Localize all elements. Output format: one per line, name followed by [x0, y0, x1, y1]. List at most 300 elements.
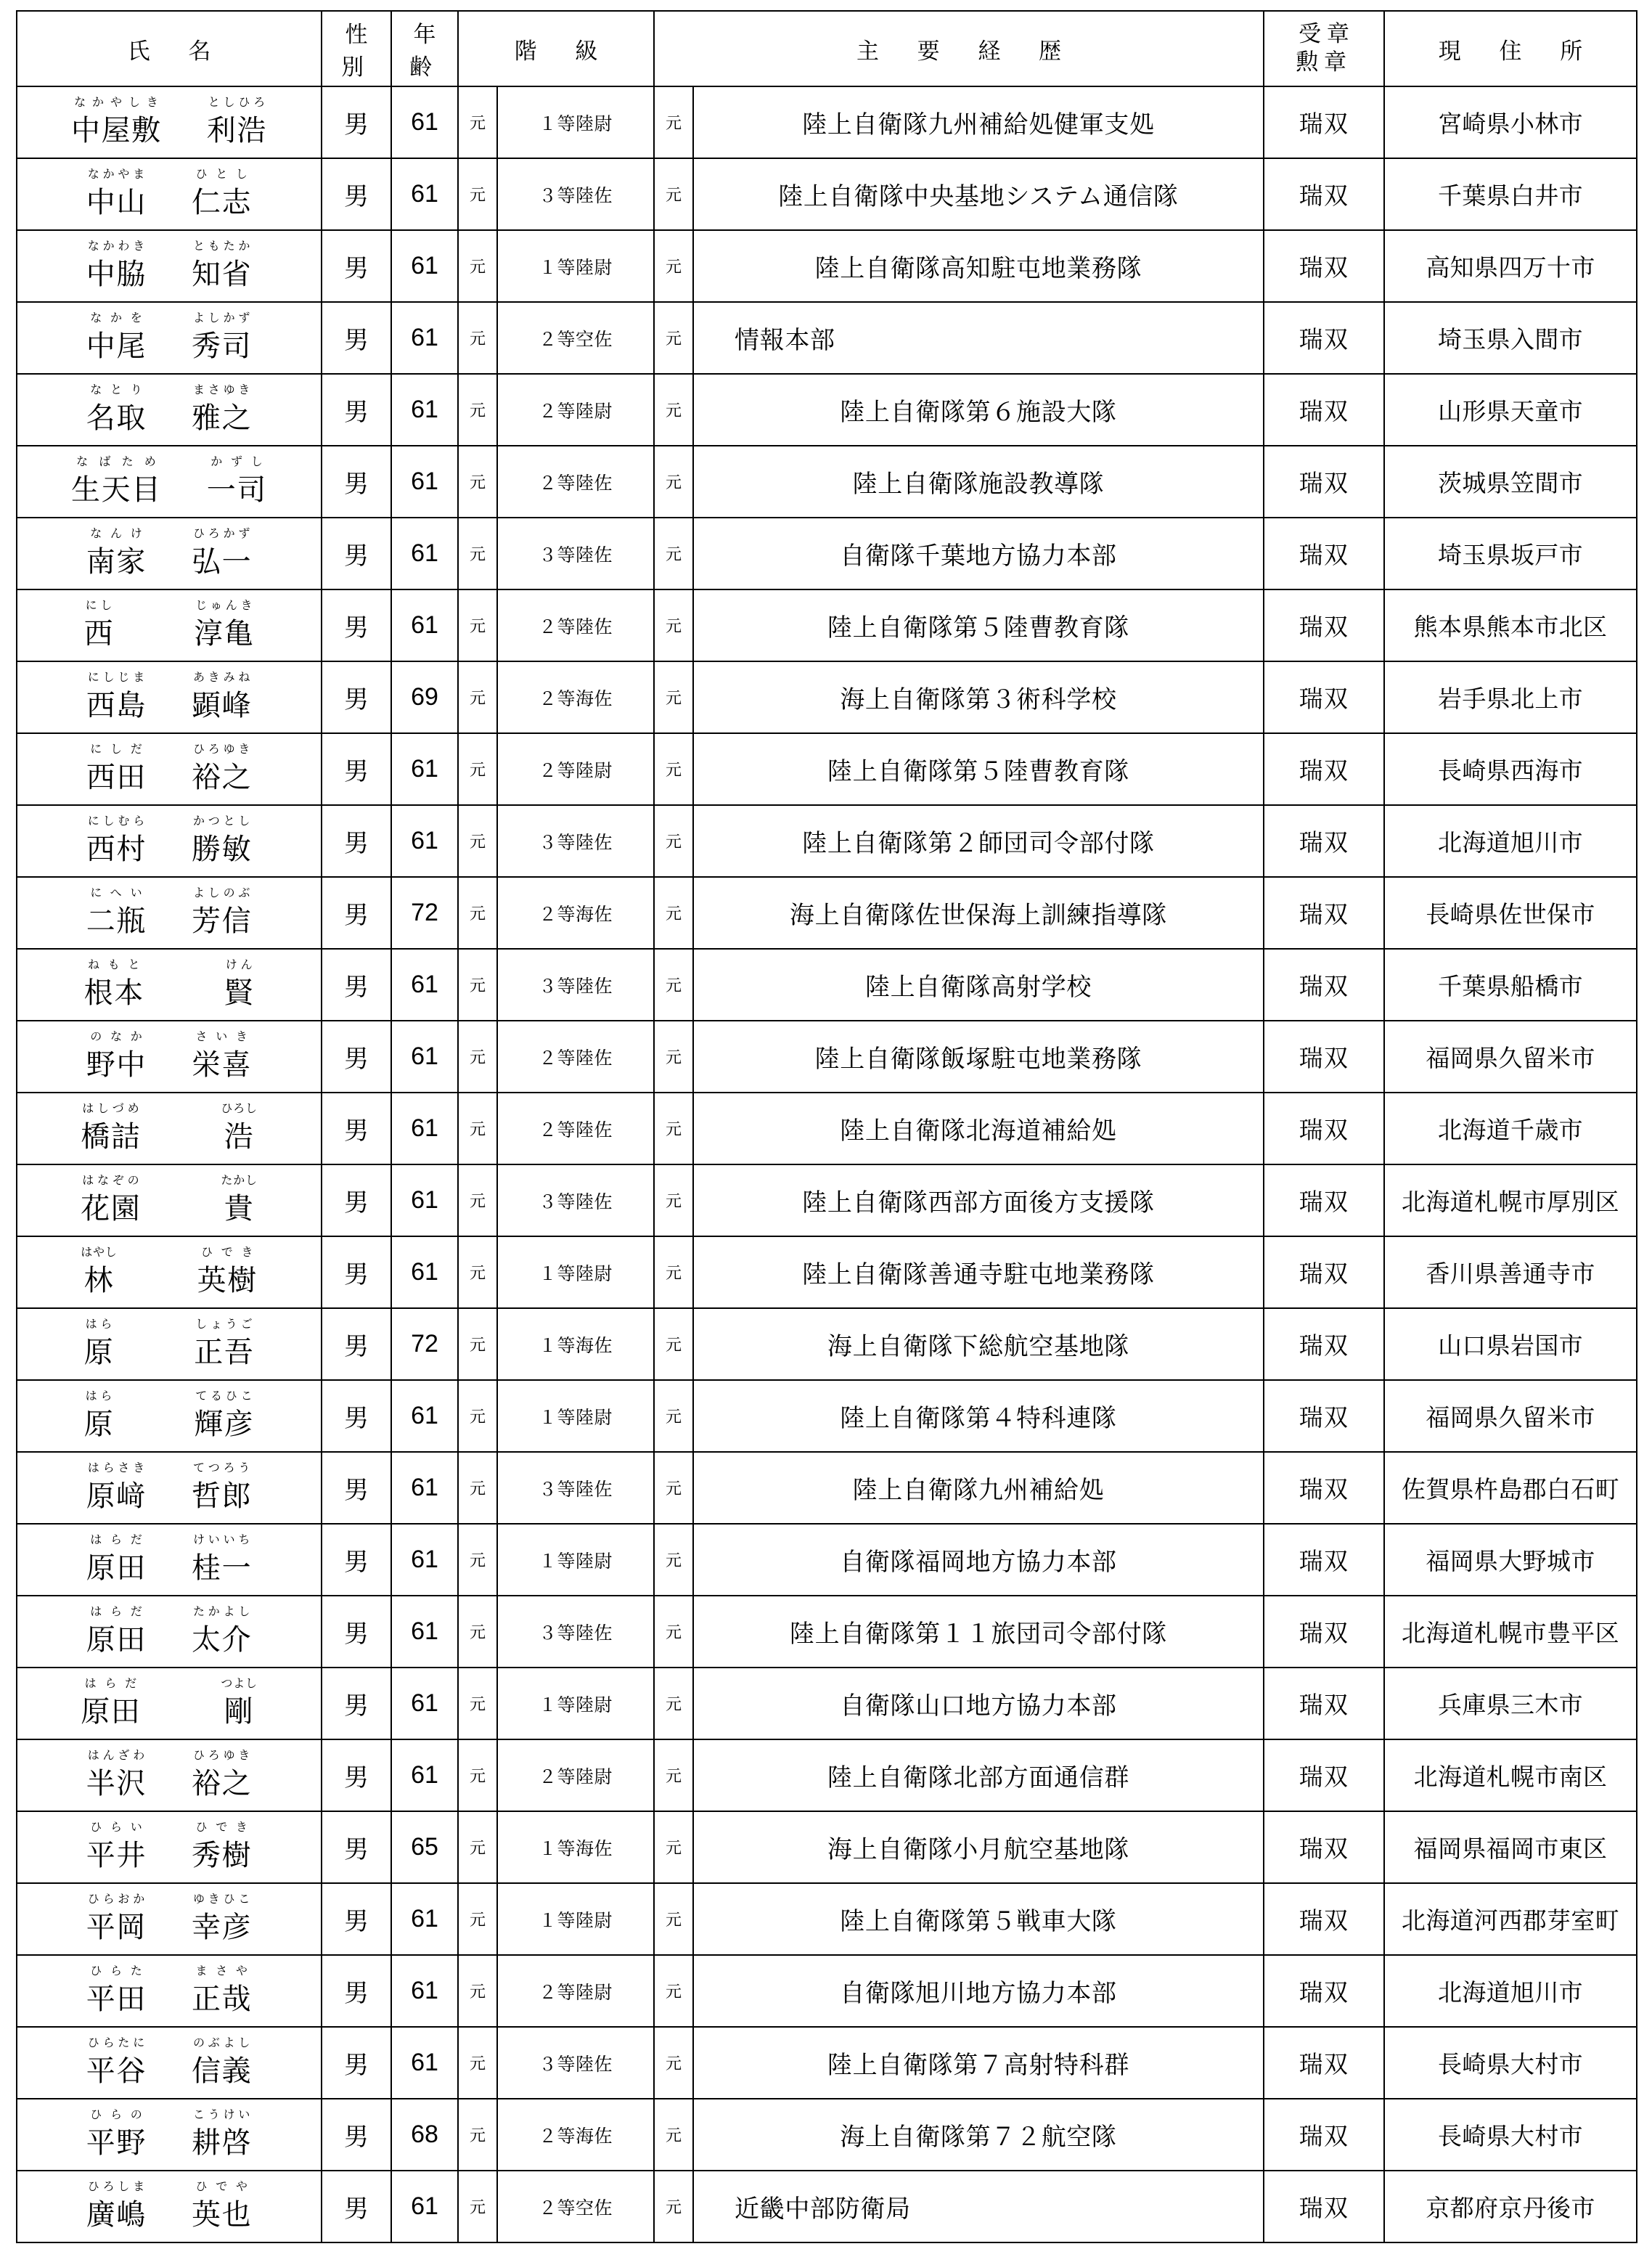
- career-text: 陸上自衛隊第５陸曹教育隊: [827, 614, 1130, 642]
- rank-former-mark: 元: [459, 2171, 498, 2242]
- name-kanji: 裕之: [192, 1767, 253, 1800]
- cell-rank: [458, 733, 654, 805]
- cell-rank: [458, 374, 654, 446]
- rank-former-mark: 元: [459, 1596, 498, 1667]
- table-row: [17, 1093, 1637, 1164]
- cell-career: [654, 1236, 1264, 1308]
- cell-sex: 男: [322, 1883, 391, 1955]
- table-row: [17, 1524, 1637, 1596]
- rank-text: ２等空佐: [538, 2197, 613, 2219]
- name-ruby: ひらた: [86, 1964, 147, 1978]
- cell-career: [654, 1093, 1264, 1164]
- name-kanji: 太介: [192, 1623, 253, 1656]
- cell-name: [17, 374, 322, 446]
- table-row: [17, 158, 1637, 230]
- cell-career: [654, 661, 1264, 733]
- cell-age: 61: [391, 230, 458, 302]
- rank-former-mark: 元: [459, 734, 498, 804]
- career-text: 自衛隊旭川地方協力本部: [840, 1980, 1117, 2007]
- career-text: 陸上自衛隊中央基地システム通信隊: [778, 183, 1179, 211]
- rank-former-mark: 元: [459, 446, 498, 517]
- name-segment: [194, 1318, 254, 1371]
- cell-rank: [458, 1739, 654, 1811]
- rank-former-mark: 元: [459, 1165, 498, 1236]
- rank-former-mark: 元: [459, 1453, 498, 1523]
- career-former-mark: 元: [655, 950, 694, 1020]
- name-segment: [86, 1821, 147, 1874]
- cell-medal: 瑞双: [1264, 1955, 1384, 2027]
- name-kanji: 原: [83, 1408, 115, 1440]
- name-segment: [86, 1965, 147, 2017]
- name-segment: [192, 528, 252, 580]
- career-former-mark: 元: [655, 1237, 694, 1307]
- name-ruby: ひろし: [221, 1102, 258, 1115]
- name-ruby: ともたか: [192, 240, 253, 253]
- table-row: [17, 302, 1637, 374]
- cell-age: 61: [391, 949, 458, 1021]
- cell-medal: 瑞双: [1264, 1380, 1384, 1452]
- name-ruby: はらだ: [81, 1677, 142, 1690]
- cell-name: [17, 1093, 322, 1164]
- career-text: 陸上自衛隊第１１旅団司令部付隊: [789, 1620, 1168, 1648]
- cell-age: 61: [391, 1668, 458, 1739]
- career-text: 陸上自衛隊善通寺駐屯地業務隊: [802, 1261, 1155, 1289]
- cell-sex: 男: [322, 949, 391, 1021]
- rank-text: １等陸尉: [538, 257, 613, 278]
- cell-sex: 男: [322, 589, 391, 661]
- name-ruby: にし: [83, 599, 115, 612]
- cell-rank: [458, 1021, 654, 1093]
- career-text: 陸上自衛隊九州補給処: [852, 1477, 1105, 1504]
- cell-age: 61: [391, 1093, 458, 1164]
- rank-former-mark: 元: [459, 1309, 498, 1379]
- cell-career: [654, 1164, 1264, 1236]
- name-kanji: 秀司: [192, 330, 253, 362]
- cell-career: [654, 230, 1264, 302]
- cell-medal: 瑞双: [1264, 86, 1384, 158]
- cell-rank: [458, 805, 654, 877]
- cell-address: 千葉県船橋市: [1384, 949, 1637, 1021]
- name-segment: [224, 959, 255, 1011]
- rank-text: ２等陸尉: [538, 1982, 613, 2003]
- name-kanji: 半沢: [86, 1767, 147, 1800]
- cell-address: 長崎県大村市: [1384, 2027, 1637, 2099]
- career-former-mark: 元: [655, 1596, 694, 1667]
- name-segment: [81, 1678, 141, 1730]
- cell-name: [17, 805, 322, 877]
- cell-rank: [458, 2099, 654, 2171]
- rank-text: ２等空佐: [538, 329, 613, 350]
- cell-career: [654, 877, 1264, 949]
- cell-career: [654, 446, 1264, 518]
- cell-name: [17, 446, 322, 518]
- cell-career: [654, 374, 1264, 446]
- table-row: [17, 1164, 1637, 1236]
- name-segment: [192, 2037, 252, 2089]
- name-segment: [71, 456, 162, 508]
- cell-career: [654, 733, 1264, 805]
- cell-career: [654, 1811, 1264, 1883]
- cell-rank: [458, 1380, 654, 1452]
- name-kanji: 根本: [83, 976, 144, 1009]
- cell-age: 61: [391, 1021, 458, 1093]
- table-row: [17, 1739, 1637, 1811]
- career-text: 海上自衛隊小月航空基地隊: [827, 1836, 1130, 1864]
- name-kanji: 中脇: [86, 258, 147, 290]
- table-row: [17, 1380, 1637, 1452]
- name-ruby: はらだ: [86, 1605, 147, 1618]
- career-text: 陸上自衛隊第７高射特科群: [827, 2052, 1130, 2079]
- table-row: [17, 518, 1637, 589]
- cell-career: [654, 302, 1264, 374]
- name-segment: [86, 887, 147, 939]
- cell-name: [17, 1811, 322, 1883]
- rank-text: ２等陸佐: [538, 1048, 613, 1069]
- cell-age: 61: [391, 805, 458, 877]
- cell-address: 香川県善通寺市: [1384, 1236, 1637, 1308]
- cell-sex: 男: [322, 374, 391, 446]
- cell-name: [17, 877, 322, 949]
- cell-address: 佐賀県杵島郡白石町: [1384, 1452, 1637, 1524]
- rank-former-mark: 元: [459, 1956, 498, 2026]
- name-kanji: 中屋敷: [70, 114, 162, 147]
- career-text: 陸上自衛隊第２師団司令部付隊: [802, 830, 1155, 857]
- name-segment: [86, 2037, 147, 2089]
- career-former-mark: 元: [655, 303, 694, 373]
- name-ruby: よしかず: [192, 311, 253, 325]
- rank-text: ３等陸佐: [538, 976, 613, 997]
- cell-medal: 瑞双: [1264, 1164, 1384, 1236]
- career-former-mark: 元: [655, 1956, 694, 2026]
- cell-rank: [458, 446, 654, 518]
- name-kanji: 原﨑: [86, 1480, 147, 1512]
- rank-text: １等陸尉: [538, 1263, 613, 1284]
- cell-career: [654, 1021, 1264, 1093]
- name-ruby: はら: [83, 1389, 115, 1403]
- cell-rank: [458, 302, 654, 374]
- rank-text: ３等陸佐: [538, 832, 613, 853]
- cell-sex: 男: [322, 1668, 391, 1739]
- career-text: 陸上自衛隊高射学校: [864, 974, 1092, 1001]
- name-kanji: 原田: [81, 1695, 142, 1728]
- cell-medal: 瑞双: [1264, 1093, 1384, 1164]
- cell-sex: 男: [322, 1955, 391, 2027]
- name-segment: [192, 1750, 252, 1802]
- header-medal-line2: 勲章: [1296, 49, 1352, 75]
- name-kanji: 顕峰: [192, 689, 253, 722]
- name-kanji: 二瓶: [86, 905, 147, 937]
- career-text: 自衛隊山口地方協力本部: [840, 1692, 1117, 1720]
- rank-former-mark: 元: [459, 1668, 498, 1739]
- career-former-mark: 元: [655, 1884, 694, 1954]
- table-row: [17, 733, 1637, 805]
- cell-medal: 瑞双: [1264, 518, 1384, 589]
- cell-age: 72: [391, 877, 458, 949]
- name-ruby: ひろしま: [86, 2180, 147, 2193]
- cell-sex: 男: [322, 877, 391, 949]
- cell-sex: 男: [322, 1811, 391, 1883]
- name-ruby: なかを: [86, 311, 147, 325]
- cell-medal: 瑞双: [1264, 374, 1384, 446]
- cell-age: 61: [391, 733, 458, 805]
- rank-text: ２等海佐: [538, 2126, 613, 2147]
- name-segment: [81, 1175, 141, 1227]
- cell-address: 長崎県西海市: [1384, 733, 1637, 805]
- cell-medal: 瑞双: [1264, 2171, 1384, 2242]
- cell-name: [17, 1596, 322, 1668]
- name-ruby: ひらい: [86, 1821, 147, 1834]
- table-row: [17, 2027, 1637, 2099]
- name-kanji: 淳亀: [194, 617, 255, 650]
- rank-text: ２等陸佐: [538, 1119, 613, 1140]
- career-text: 陸上自衛隊第６施設大隊: [840, 399, 1117, 426]
- career-former-mark: 元: [655, 1453, 694, 1523]
- name-kanji: 雅之: [192, 401, 253, 434]
- cell-career: [654, 1452, 1264, 1524]
- cell-career: [654, 1883, 1264, 1955]
- name-ruby: てるひこ: [194, 1389, 255, 1403]
- rank-text: １等陸尉: [538, 1910, 613, 1931]
- cell-name: [17, 1380, 322, 1452]
- name-kanji: 輝彦: [194, 1408, 255, 1440]
- cell-career: [654, 1380, 1264, 1452]
- career-former-mark: 元: [655, 446, 694, 517]
- cell-age: 61: [391, 86, 458, 158]
- cell-address: 長崎県佐世保市: [1384, 877, 1637, 949]
- career-former-mark: 元: [655, 1309, 694, 1379]
- name-kanji: 平谷: [86, 2054, 147, 2087]
- name-segment: [207, 456, 267, 508]
- name-kanji: 平岡: [86, 1911, 147, 1943]
- career-former-mark: 元: [655, 1021, 694, 1092]
- cell-address: 北海道札幌市南区: [1384, 1739, 1637, 1811]
- name-ruby: ひらたに: [86, 2036, 147, 2049]
- name-kanji: 西田: [86, 761, 147, 793]
- table-row: [17, 374, 1637, 446]
- cell-name: [17, 733, 322, 805]
- cell-medal: 瑞双: [1264, 1739, 1384, 1811]
- cell-medal: 瑞双: [1264, 2027, 1384, 2099]
- rank-former-mark: 元: [459, 1237, 498, 1307]
- rank-former-mark: 元: [459, 231, 498, 301]
- cell-career: [654, 589, 1264, 661]
- career-text: 海上自衛隊下総航空基地隊: [827, 1333, 1130, 1360]
- cell-rank: [458, 1093, 654, 1164]
- name-kanji: 花園: [81, 1192, 142, 1225]
- cell-sex: 男: [322, 1524, 391, 1596]
- cell-medal: 瑞双: [1264, 805, 1384, 877]
- rank-former-mark: 元: [459, 1884, 498, 1954]
- cell-medal: 瑞双: [1264, 2099, 1384, 2171]
- cell-name: [17, 1452, 322, 1524]
- cell-medal: 瑞双: [1264, 1021, 1384, 1093]
- rank-text: ２等陸尉: [538, 1766, 613, 1787]
- rank-text: ３等陸佐: [538, 1191, 613, 1212]
- cell-sex: 男: [322, 302, 391, 374]
- name-kanji: 哲郎: [192, 1480, 253, 1512]
- career-text: 自衛隊千葉地方協力本部: [840, 542, 1117, 570]
- name-ruby: はんざわ: [86, 1749, 147, 1762]
- rank-text: １等海佐: [538, 1335, 613, 1356]
- name-ruby: けいいち: [192, 1533, 253, 1546]
- career-former-mark: 元: [655, 518, 694, 589]
- name-kanji: 西: [83, 617, 115, 650]
- cell-age: 61: [391, 1524, 458, 1596]
- rank-former-mark: 元: [459, 806, 498, 876]
- name-kanji: 生天目: [70, 473, 162, 506]
- cell-medal: 瑞双: [1264, 589, 1384, 661]
- career-former-mark: 元: [655, 87, 694, 158]
- rank-former-mark: 元: [459, 2099, 498, 2170]
- rank-former-mark: 元: [459, 1812, 498, 1882]
- cell-age: 61: [391, 2027, 458, 2099]
- name-kanji: 原田: [86, 1623, 147, 1656]
- awards-table: [16, 10, 1637, 2243]
- name-kanji: 英也: [192, 2198, 253, 2231]
- cell-name: [17, 1668, 322, 1739]
- rank-former-mark: 元: [459, 950, 498, 1020]
- cell-age: 61: [391, 2171, 458, 2242]
- name-segment: [86, 2181, 147, 2233]
- name-kanji: 正吾: [194, 1336, 255, 1368]
- name-ruby: かつとし: [192, 815, 253, 828]
- cell-name: [17, 1021, 322, 1093]
- name-segment: [86, 312, 147, 364]
- career-text: 陸上自衛隊施設教導隊: [852, 470, 1105, 498]
- cell-rank: [458, 1811, 654, 1883]
- cell-sex: 男: [322, 2027, 391, 2099]
- cell-rank: [458, 2027, 654, 2099]
- cell-address: 福岡県久留米市: [1384, 1021, 1637, 1093]
- name-segment: [192, 1821, 252, 1874]
- name-kanji: 平井: [86, 1839, 147, 1872]
- career-text: 陸上自衛隊第５陸曹教育隊: [827, 758, 1130, 785]
- name-kanji: 栄喜: [192, 1048, 253, 1081]
- name-segment: [86, 815, 147, 868]
- rank-text: ２等陸佐: [538, 473, 613, 494]
- header-age: 年齢: [391, 11, 458, 86]
- cell-name: [17, 1955, 322, 2027]
- rank-text: １等陸尉: [538, 1694, 613, 1715]
- cell-sex: 男: [322, 518, 391, 589]
- name-segment: [84, 959, 144, 1011]
- cell-age: 61: [391, 1955, 458, 2027]
- cell-name: [17, 1236, 322, 1308]
- name-ruby: のなか: [86, 1030, 147, 1043]
- name-ruby: ひろゆき: [192, 743, 253, 756]
- cell-rank: [458, 661, 654, 733]
- name-kanji: 廣嶋: [86, 2198, 147, 2231]
- cell-address: 千葉県白井市: [1384, 158, 1637, 230]
- cell-name: [17, 1164, 322, 1236]
- name-ruby: こうけい: [192, 2108, 253, 2121]
- rank-former-mark: 元: [459, 1740, 498, 1811]
- name-ruby: にしだ: [86, 743, 147, 756]
- name-kanji: 西村: [86, 833, 147, 865]
- cell-address: 山口県岩国市: [1384, 1308, 1637, 1380]
- table-body: [17, 86, 1637, 2242]
- table-row: [17, 1308, 1637, 1380]
- cell-rank: [458, 949, 654, 1021]
- name-ruby: つよし: [221, 1677, 258, 1690]
- table-row: [17, 589, 1637, 661]
- cell-age: 65: [391, 1811, 458, 1883]
- cell-name: [17, 1524, 322, 1596]
- cell-age: 61: [391, 1380, 458, 1452]
- career-former-mark: 元: [655, 1525, 694, 1595]
- name-kanji: 秀樹: [192, 1839, 253, 1872]
- table-row: [17, 1452, 1637, 1524]
- cell-rank: [458, 518, 654, 589]
- rank-text: １等海佐: [538, 1838, 613, 1859]
- cell-medal: 瑞双: [1264, 446, 1384, 518]
- cell-address: 北海道札幌市豊平区: [1384, 1596, 1637, 1668]
- name-segment: [86, 1893, 147, 1946]
- cell-address: 京都府京丹後市: [1384, 2171, 1637, 2242]
- table-row: [17, 1668, 1637, 1739]
- name-segment: [71, 97, 162, 149]
- table-row: [17, 1021, 1637, 1093]
- cell-medal: 瑞双: [1264, 1452, 1384, 1524]
- career-former-mark: 元: [655, 1740, 694, 1811]
- name-ruby: まさゆき: [192, 383, 253, 396]
- name-ruby: よしのぶ: [192, 886, 253, 899]
- name-ruby: ひでき: [192, 1821, 253, 1834]
- name-kanji: 浩: [224, 1120, 255, 1153]
- name-segment: [221, 1678, 257, 1730]
- career-text: 海上自衛隊第７２航空隊: [840, 2123, 1117, 2151]
- name-kanji: 幸彦: [192, 1911, 253, 1943]
- name-kanji: 平野: [86, 2126, 147, 2159]
- name-ruby: にへい: [86, 886, 147, 899]
- rank-text: １等陸尉: [538, 1551, 613, 1572]
- career-text: 陸上自衛隊九州補給処健軍支処: [802, 111, 1155, 139]
- rank-former-mark: 元: [459, 518, 498, 589]
- cell-age: 61: [391, 589, 458, 661]
- career-former-mark: 元: [655, 2171, 694, 2242]
- cell-name: [17, 230, 322, 302]
- name-ruby: けん: [224, 958, 255, 971]
- rank-former-mark: 元: [459, 1093, 498, 1164]
- cell-medal: 瑞双: [1264, 661, 1384, 733]
- name-ruby: にしむら: [86, 815, 147, 828]
- table-header: [17, 11, 1637, 86]
- cell-age: 68: [391, 2099, 458, 2171]
- name-segment: [192, 1462, 252, 1514]
- name-segment: [192, 1534, 252, 1586]
- name-segment: [192, 240, 252, 293]
- name-ruby: さいき: [192, 1030, 253, 1043]
- cell-name: [17, 589, 322, 661]
- name-ruby: ひでき: [197, 1246, 258, 1259]
- rank-text: ２等陸尉: [538, 760, 613, 781]
- name-segment: [84, 1390, 115, 1442]
- cell-address: 埼玉県坂戸市: [1384, 518, 1637, 589]
- cell-career: [654, 949, 1264, 1021]
- name-kanji: 原: [83, 1336, 115, 1368]
- name-ruby: なかやしき: [70, 96, 162, 109]
- rank-text: ３等陸佐: [538, 185, 613, 206]
- cell-career: [654, 1524, 1264, 1596]
- name-segment: [81, 1103, 141, 1155]
- rank-text: ２等海佐: [538, 904, 613, 925]
- name-kanji: 名取: [86, 401, 147, 434]
- cell-address: 福岡県福岡市東区: [1384, 1811, 1637, 1883]
- name-segment: [192, 1965, 252, 2017]
- career-former-mark: 元: [655, 1668, 694, 1739]
- cell-rank: [458, 2171, 654, 2242]
- cell-career: [654, 1596, 1264, 1668]
